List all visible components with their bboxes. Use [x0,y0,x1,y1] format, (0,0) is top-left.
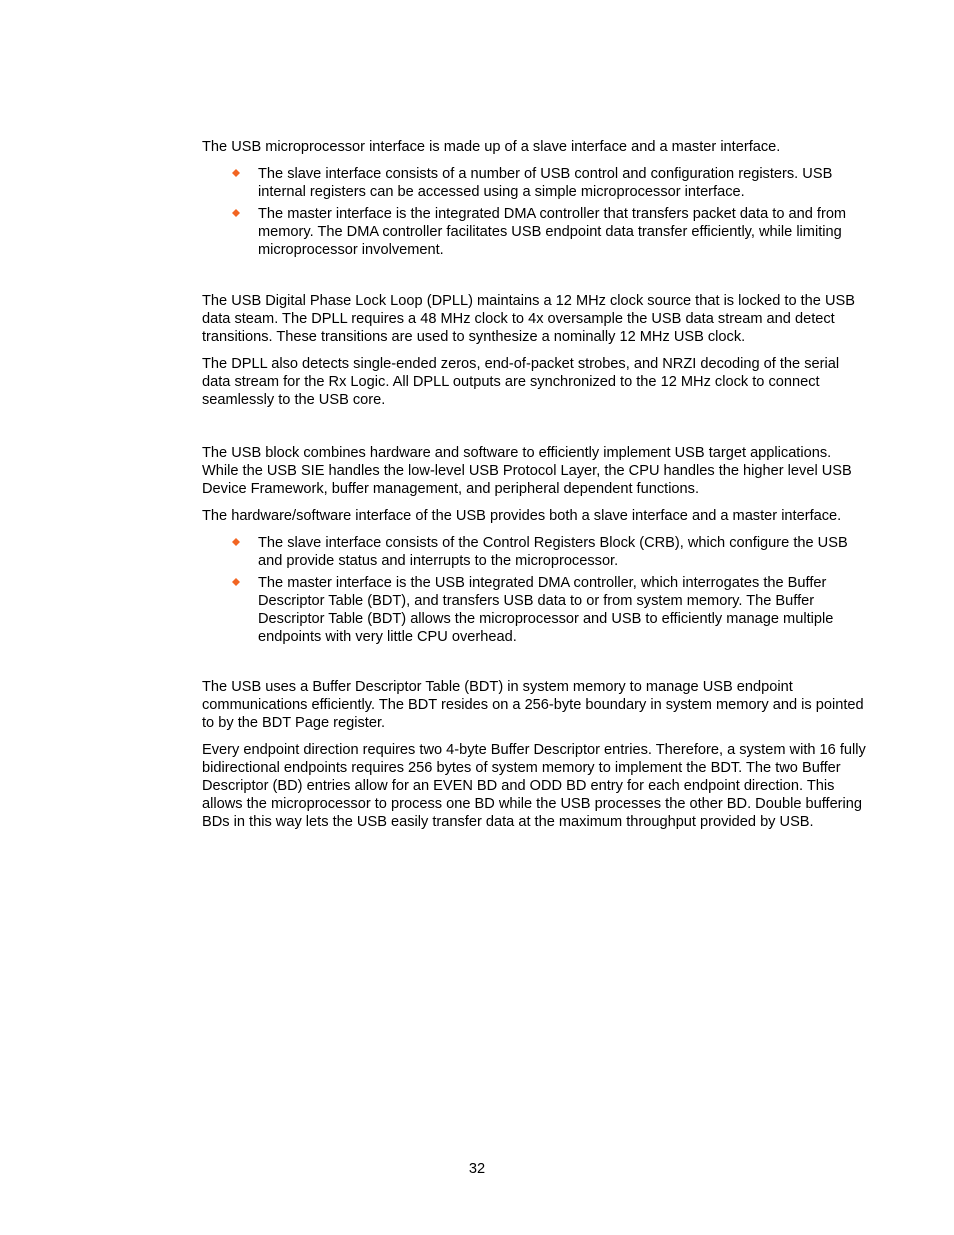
paragraph: The DPLL also detects single-ended zeros, end-of-packet strobes, and NRZI decoding of the serial data stream for the Rx Logic. All DPLL outputs are synchronized to the 12 MHz clock to connect seamlessly to the USB core. [202,356,840,408]
list-item-text: The slave interface consists of a number of USB control and configuration registers. USB internal registers can be accessed using a simple microprocessor interface. [258,166,833,200]
paragraph: The USB Digital Phase Lock Loop (DPLL) maintains a 12 MHz clock source that is locked to the USB data steam. The DPLL requires a 48 MHz clock to 4x oversample the USB data stream and detect transitions. These transitions are used to synthesize a nominally 12 MHz USB clock. [202,293,855,345]
paragraph: Every endpoint direction requires two 4-byte Buffer Descriptor entries. Therefore, a system with 16 fully bidirectional endpoints requires 256 bytes of system memory to implement the BDT. The two Buffer Descriptor (BD) entries allow for an EVEN BD and ODD BD entry for each endpoint direction. This allows the microprocessor to process one BD while the USB processes the other BD. Double buffering BDs in this way lets the USB easily transfer data at the maximum throughput provided by USB. [202,742,866,830]
bullet-list [202,165,868,259]
list-item [202,534,868,570]
list-item [202,165,868,201]
diamond-bullet-icon [232,169,240,177]
paragraph: The hardware/software interface of the USB provides both a slave interface and a master interface. [202,508,842,524]
list-item [202,574,868,646]
list-item-text: The master interface is the USB integrated DMA controller, which interrogates the Buffer Descriptor Table (BDT), and transfers USB data to or from system memory. The Buffer Descriptor Table (BDT) allows the microprocessor and USB to efficiently manage multiple endpoints with very little CPU overhead. [258,575,834,645]
page-number: 32 [468,1161,486,1177]
diamond-bullet-icon [232,209,240,217]
bullet-list [202,534,868,646]
paragraph: The USB uses a Buffer Descriptor Table (BDT) in system memory to manage USB endpoint communications efficiently. The BDT resides on a 256-byte boundary in system memory and is pointed to by the BDT Page register. [202,679,864,731]
list-item [202,205,868,259]
page-content [202,138,868,831]
list-item-text: The slave interface consists of the Control Registers Block (CRB), which configure the USB and provide status and interrupts to the microprocessor. [258,535,848,569]
list-item-text: The master interface is the integrated DMA controller that transfers packet data to and from memory. The DMA controller facilitates USB endpoint data transfer efficiently, while limiting microprocessor involvement. [258,206,847,258]
diamond-bullet-icon [232,538,240,546]
diamond-bullet-icon [232,578,240,586]
paragraph: The USB block combines hardware and software to efficiently implement USB target applications. While the USB SIE handles the low-level USB Protocol Layer, the CPU handles the higher level USB Device Framework, buffer management, and peripheral dependent functions. [202,445,852,497]
paragraph: The USB microprocessor interface is made up of a slave interface and a master interface. [202,139,781,155]
